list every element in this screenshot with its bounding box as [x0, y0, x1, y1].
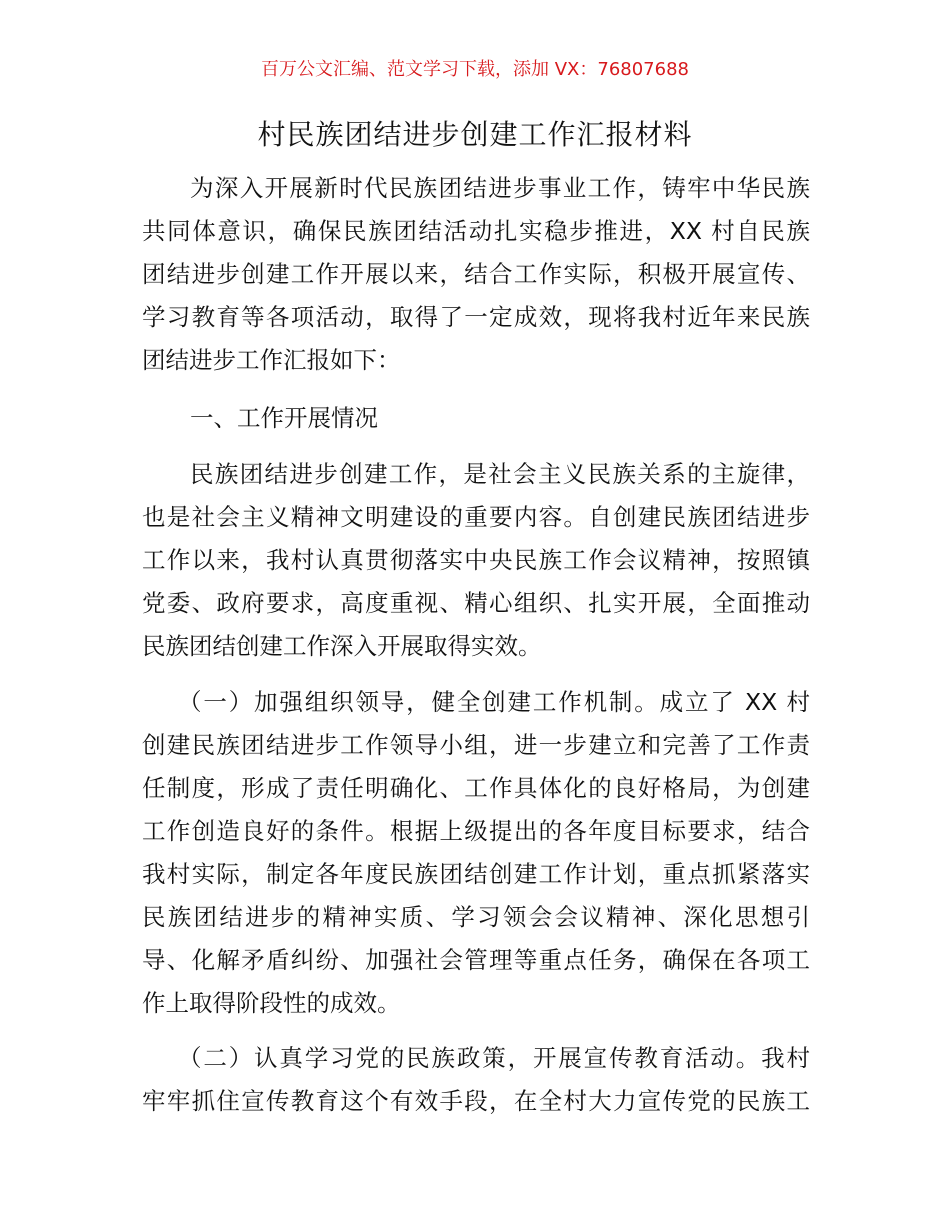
paragraph-line: 民族团结创建工作深入开展取得实效。 [142, 632, 542, 660]
paragraph-line: 我村实际，制定各年度民族团结创建工作计划，重点抓紧落实 [142, 860, 810, 888]
paragraph-line: 共同体意识，确保民族团结活动扎实稳步推进，XX 村自民族 [142, 217, 810, 245]
paragraph-line: 学习教育等各项活动，取得了一定成效，现将我村近年来民族 [142, 303, 810, 331]
paragraph-line: 导、化解矛盾纠纷、加强社会管理等重点任务，确保在各项工 [142, 946, 810, 974]
paragraph-line: 民族团结进步创建工作，是社会主义民族关系的主旋律， [190, 460, 810, 488]
section-heading: 一、工作开展情况 [190, 404, 378, 432]
watermark-text: 百万公文汇编、范文学习下载，添加 VX：76807688 [261, 59, 689, 80]
document-title: 村民族团结进步创建工作汇报材料 [257, 118, 693, 151]
paragraph-line: 也是社会主义精神文明建设的重要内容。自创建民族团结进步 [142, 503, 810, 531]
paragraph-line: 团结进步创建工作开展以来，结合工作实际，积极开展宣传、 [142, 260, 810, 288]
paragraph-line: 作上取得阶段性的成效。 [142, 989, 401, 1017]
paragraph-line: 任制度，形成了责任明确化、工作具体化的良好格局，为创建 [142, 774, 810, 802]
paragraph-line: （二）认真学习党的民族政策，开展宣传教育活动。我村 [178, 1044, 810, 1072]
paragraph-line: 团结进步工作汇报如下： [142, 346, 401, 374]
paragraph-line: 工作以来，我村认真贯彻落实中央民族工作会议精神，按照镇 [142, 546, 810, 574]
paragraph-line: 为深入开展新时代民族团结进步事业工作，铸牢中华民族 [190, 174, 810, 202]
paragraph-line: 民族团结进步的精神实质、学习领会会议精神、深化思想引 [142, 903, 810, 931]
paragraph-line: 工作创造良好的条件。根据上级提出的各年度目标要求，结合 [142, 817, 810, 845]
paragraph-line: 牢牢抓住宣传教育这个有效手段，在全村大力宣传党的民族工 [142, 1087, 810, 1115]
paragraph-line: （一）加强组织领导，健全创建工作机制。成立了 XX 村 [178, 688, 810, 716]
paragraph-line: 党委、政府要求，高度重视、精心组织、扎实开展，全面推动 [142, 589, 810, 617]
paragraph-line: 创建民族团结进步工作领导小组，进一步建立和完善了工作责 [142, 731, 810, 759]
